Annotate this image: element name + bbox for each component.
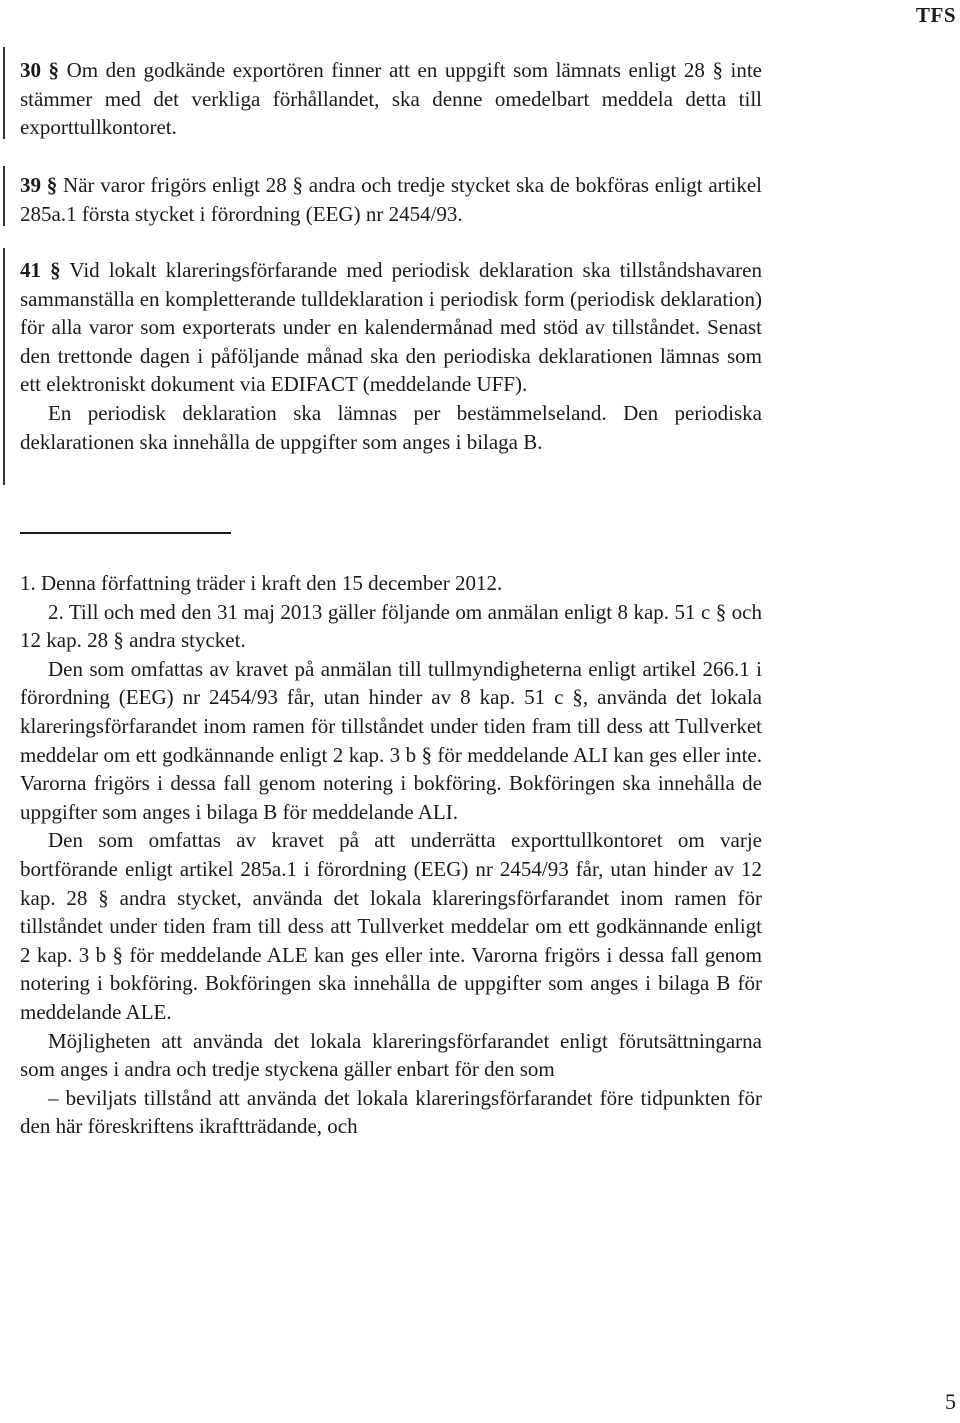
section-text: Om den godkände exportören finner att en uppgift som lämnats enligt 28 § inte stämmer med det verkliga förhållandet, ska denne omedelbart meddela detta till exporttullkontoret. xyxy=(20,58,762,140)
footnote-2-paragraph: Möjligheten att använda det lokala klareringsförfarandet enligt förutsättningarna som anges i andra och tredje styckena gäller enbart för den som xyxy=(20,1028,762,1082)
section-number: 30 § xyxy=(20,58,60,82)
section-30-paragraph xyxy=(20,56,762,142)
change-bar xyxy=(3,166,5,226)
footnote-2-paragraph: Den som omfattas av kravet på anmälan till tullmyndigheterna enligt artikel 266.1 i förordning (EEG) nr 2454/93 får, utan hinder av 8 kap. 51 c §, använda det lokala klareringsförfarandet inom ramen för tillståndet under tiden fram till dess att Tullverket meddelar om ett godkännande enligt 2 kap. 3 b § för meddelande ALI kan ges eller inte. Varorna frigörs i dessa fall genom notering i bokföring. Bokföringen ska innehålla de uppgifter som anges i bilaga B för meddelande ALI. xyxy=(20,656,762,824)
section-number: 39 § xyxy=(20,173,58,197)
footnote-2: 2. Till och med den 31 maj 2013 gäller följande om anmälan enligt 8 kap. 51 c § och 12 kap. 28 § andra stycket. xyxy=(20,599,762,653)
footnote-2-paragraph: Den som omfattas av kravet på att underrätta exporttullkontoret om varje bortförande enligt artikel 285a.1 i förordning (EEG) nr 2454/93 får, utan hinder av 12 kap. 28 § andra stycket, använda det lokala klareringsförfarandet inom ramen för tillståndet under tiden fram till dess att Tullverket meddelar om ett godkännande enligt 2 kap. 3 b § för meddelande ALE kan ges eller inte. Varorna frigörs i dessa fall genom notering i bokföring. Bokföringen ska innehålla de uppgifter som anges i bilaga B för meddelande ALE. xyxy=(20,828,762,1024)
change-bar xyxy=(3,47,5,139)
page-number: 5 xyxy=(945,1389,956,1414)
section-41 xyxy=(20,256,762,456)
footnote-divider xyxy=(20,532,231,534)
section-39-paragraph xyxy=(20,171,762,228)
section-text: När varor frigörs enligt 28 § andra och tredje stycket ska de bokföras enligt artikel 285a.1 första stycket i förordning (EEG) nr 2454/93. xyxy=(20,173,762,226)
section-41-paragraph xyxy=(20,256,762,399)
footnote-1: 1. Denna författning träder i kraft den 15 december 2012. xyxy=(20,571,503,595)
section-39 xyxy=(20,171,762,228)
footnotes xyxy=(20,569,762,1141)
section-41-paragraph-2: En periodisk deklaration ska lämnas per bestämmelseland. Den periodiska deklarationen ska innehålla de uppgifter som anges i bilaga B. xyxy=(20,400,762,454)
change-bar xyxy=(3,248,5,485)
section-text: Vid lokalt klareringsförfarande med periodisk deklaration ska tillståndshavaren sammanställa en kompletterande tulldeklaration i periodisk form (periodisk deklaration) för alla varor som exporterats under en kalendermånad med stöd av tillståndet. Senast den trettonde dagen i påföljande månad ska den periodiska deklarationen lämnas som ett elektroniskt dokument via EDIFACT (meddelande UFF). xyxy=(20,258,762,397)
section-30 xyxy=(20,56,762,142)
section-number: 41 § xyxy=(20,258,61,282)
footnote-2-list-item: – beviljats tillstånd att använda det lokala klareringsförfarandet före tidpunkten för den här föreskriftens ikraftträdande, och xyxy=(20,1085,762,1139)
document-series-label: TFS xyxy=(915,3,956,27)
